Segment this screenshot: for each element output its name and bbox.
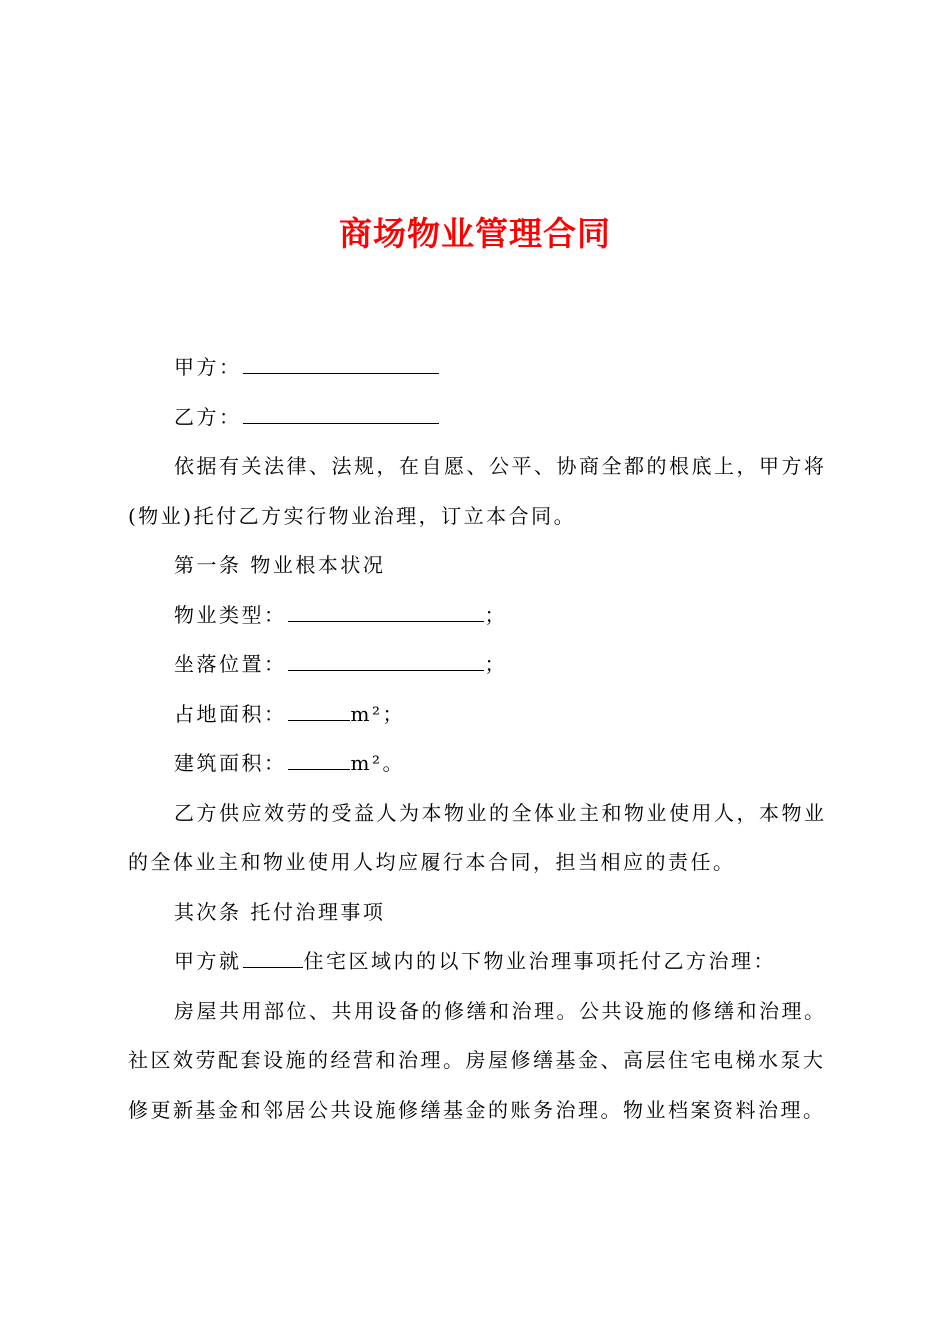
contract-body: [128, 343, 832, 1135]
building-area-line: [128, 739, 832, 789]
intro-text-1: 依据有关法律、法规，在自愿、公平、协商全都的根底上，甲方将: [174, 454, 827, 478]
party-a-label: 甲方：: [174, 355, 242, 379]
intro-line-2: [128, 492, 832, 542]
location-blank: [288, 640, 484, 671]
beneficiary-text-2: 的全体业主和物业使用人均应履行本合同，担当相应的责任。: [128, 850, 736, 874]
party-a-blank: [243, 343, 439, 374]
building-area-label: 建筑面积：: [174, 751, 287, 775]
article-2-heading: [128, 888, 832, 938]
property-type-end: ；: [484, 602, 507, 627]
party-b-blank: [243, 393, 439, 424]
items-text-2: 社区效劳配套设施的经营和治理。房屋修缮基金、高层住宅电梯水泵大: [128, 1048, 826, 1072]
beneficiary-line-1: [128, 789, 832, 839]
building-area-unit: m²。: [350, 751, 405, 775]
land-area-blank: [288, 690, 350, 721]
article-1-text: 第一条 物业根本状况: [174, 553, 386, 577]
land-area-line: [128, 690, 832, 740]
article-1-heading: [128, 541, 832, 591]
location-label: 坐落位置：: [174, 652, 287, 676]
party-b-label: 乙方：: [174, 404, 242, 429]
document-title: 商场物业管理合同: [339, 214, 611, 253]
items-text-3: 修更新基金和邻居公共设施修缮基金的账务治理。物业档案资料治理。: [128, 1097, 826, 1122]
property-type-label: 物业类型：: [174, 602, 287, 627]
party-a-line: [128, 343, 832, 393]
location-line: [128, 640, 832, 690]
intro-text-2: (物业)托付乙方实行物业治理，订立本合同。: [128, 503, 577, 528]
items-text-1: 房屋共用部位、共用设备的修缮和治理。公共设施的修缮和治理。: [174, 998, 827, 1023]
intro-line-1: [128, 442, 832, 492]
entrust-blank: [243, 937, 303, 968]
entrust-line: [128, 937, 832, 987]
land-area-unit: m²；: [350, 701, 405, 726]
building-area-blank: [288, 739, 350, 770]
entrust-text-b: 住宅区域内的以下物业治理事项托付乙方治理：: [303, 949, 776, 973]
items-line-1: [128, 987, 832, 1037]
beneficiary-text-1: 乙方供应效劳的受益人为本物业的全体业主和物业使用人，本物业: [174, 800, 827, 825]
property-type-line: [128, 591, 832, 641]
entrust-text-a: 甲方就: [174, 949, 242, 973]
party-b-line: [128, 393, 832, 443]
property-type-blank: [288, 591, 484, 622]
beneficiary-line-2: [128, 838, 832, 888]
location-end: ；: [484, 652, 507, 676]
article-2-text: 其次条 托付治理事项: [174, 899, 386, 924]
land-area-label: 占地面积：: [174, 701, 287, 726]
items-line-2: [128, 1036, 832, 1086]
items-line-3: [128, 1086, 832, 1136]
